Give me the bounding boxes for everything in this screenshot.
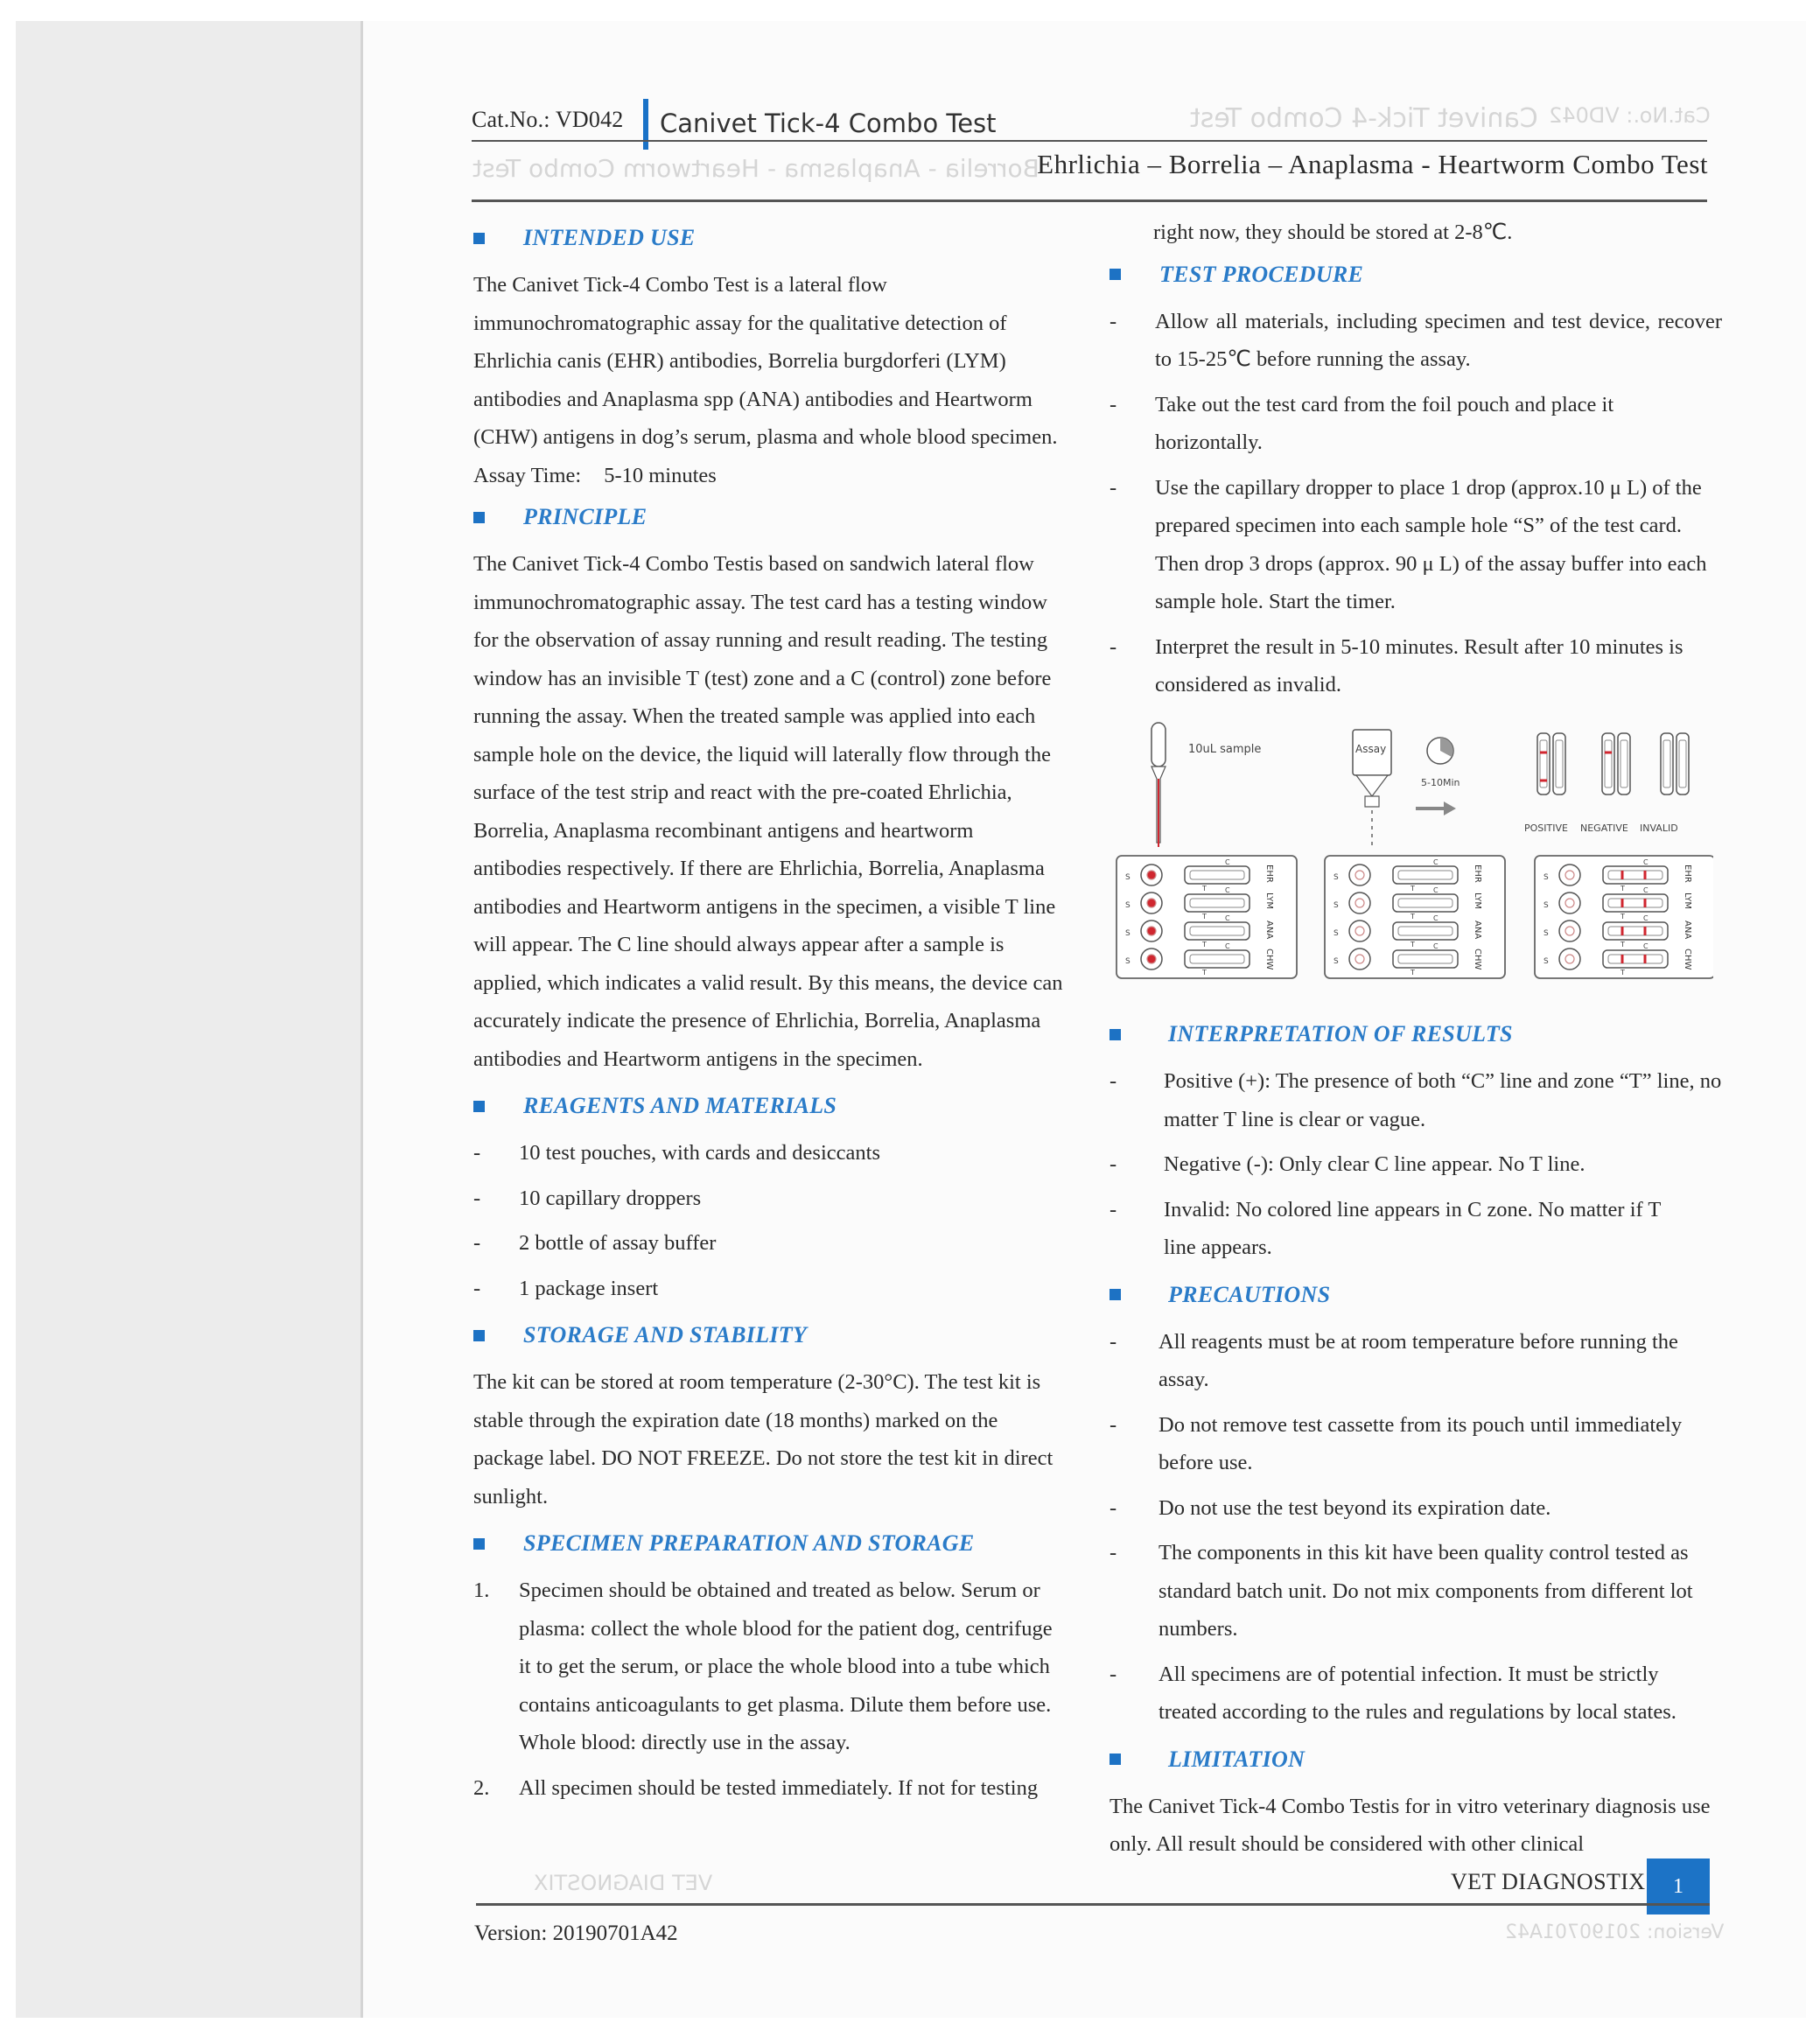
timer-label: 5-10Min xyxy=(1421,777,1460,788)
section-heading: SPECIMEN PREPARATION AND STORAGE xyxy=(523,1530,975,1556)
result-strip xyxy=(1676,733,1689,794)
sample-hole-label: S xyxy=(1544,873,1549,882)
result-label-negative: NEGATIVE xyxy=(1580,822,1628,834)
strip-label: ANA xyxy=(1683,920,1692,940)
list-item: - Do not remove test cassette from its pouch until immediately before use. xyxy=(1110,1412,1683,1474)
svg-text:T: T xyxy=(1410,941,1415,948)
sample-hole-label: S xyxy=(1125,929,1130,938)
svg-text:T: T xyxy=(1202,941,1207,948)
document-title: Canivet Tick-4 Combo Test xyxy=(660,108,997,138)
svg-text:T: T xyxy=(1410,969,1415,976)
strip-label: ANA xyxy=(1264,920,1274,940)
sample-hole-label: S xyxy=(1125,901,1130,910)
result-strip xyxy=(1618,733,1630,794)
bullet-square-icon xyxy=(473,233,485,244)
result-strip xyxy=(1553,733,1565,794)
capillary-dropper-icon xyxy=(1152,723,1166,847)
list-item: - The components in this kit have been quality control tested as standard batch unit. Do not mix components from different lot numbers. xyxy=(1110,1541,1693,1641)
result-strips xyxy=(1537,733,1689,794)
section-heading: REAGENTS AND MATERIALS xyxy=(523,1093,837,1118)
section-heading: PRINCIPLE xyxy=(523,504,648,529)
test-cards xyxy=(1116,856,1713,978)
test-card xyxy=(1116,856,1297,978)
bleed-through-subtitle: Borrelia - Anaplasma - Heartworm Combo Test xyxy=(472,154,1040,183)
svg-text:T: T xyxy=(1202,885,1207,892)
section-heading: STORAGE AND STABILITY xyxy=(523,1322,808,1348)
sample-hole-label: S xyxy=(1125,957,1130,966)
document-subtitle: Ehrlichia – Borrelia – Anaplasma - Heartworm Combo Test xyxy=(1037,149,1708,179)
result-strip xyxy=(1602,733,1614,794)
assay-time-value: 5-10 minutes xyxy=(604,463,717,487)
result-strip xyxy=(1661,733,1673,794)
svg-text:T: T xyxy=(1202,969,1207,976)
section-limitation xyxy=(1110,1737,1722,1782)
list-item: - 10 capillary droppers xyxy=(473,1186,702,1210)
sample-hole-label: S xyxy=(1334,957,1339,966)
section-precautions xyxy=(1110,1272,1722,1318)
list-item: - All reagents must be at room temperature before running the assay. xyxy=(1110,1329,1678,1391)
result-label-positive: POSITIVE xyxy=(1524,822,1568,834)
test-card xyxy=(1325,856,1505,978)
sample-label: 10uL sample xyxy=(1188,743,1262,756)
bullet-square-icon xyxy=(473,512,485,523)
footer-brand: VET DIAGNOSTIX xyxy=(1451,1869,1646,1894)
result-label-invalid: INVALID xyxy=(1640,822,1678,834)
bullet-square-icon xyxy=(473,1538,485,1550)
list-item: 1. Specimen should be obtained and treated as below. Serum or plasma: collect the whole blood for the patient dog, centrifuge it to get the serum, or place the whole blood into a tube which contains anticoagulants to get plasma. Dilute them before use. Whole blood: directly use in the assay. xyxy=(473,1578,1053,1754)
svg-text:T: T xyxy=(1620,885,1625,892)
test-card xyxy=(1535,856,1713,978)
sample-hole-label: S xyxy=(1334,929,1339,938)
svg-text:T: T xyxy=(1410,885,1415,892)
footer-rule xyxy=(476,1903,1710,1906)
svg-text:C: C xyxy=(1433,942,1438,950)
strip-label: LYM xyxy=(1473,892,1482,909)
strip-label: EHR xyxy=(1473,864,1482,883)
sample-hole-label: S xyxy=(1334,873,1339,882)
bleed-through-cat: Cat.No.: VD042 xyxy=(1549,103,1711,128)
scanner-margin xyxy=(16,21,362,2018)
svg-text:C: C xyxy=(1225,858,1230,866)
header-rule-bottom xyxy=(472,200,1707,202)
section-intended-use xyxy=(473,215,1067,261)
section-heading: LIMITATION xyxy=(1168,1746,1306,1772)
sample-hole-label: S xyxy=(1125,873,1130,882)
page-number: 1 xyxy=(1647,1858,1710,1914)
sample-hole-label: S xyxy=(1544,929,1549,938)
assay-time xyxy=(473,457,1067,495)
svg-text:C: C xyxy=(1433,858,1438,866)
bullet-square-icon xyxy=(1110,1029,1121,1040)
svg-text:C: C xyxy=(1433,914,1438,922)
principle-text: The Canivet Tick-4 Combo Testis based on sandwich lateral flow immunochromatographic assay. The test card has a testing window for the observation of assay running and result reading. The testing window has an invisible T (test) zone and a C (control) zone before running the assay. When the treated sample was applied into each sample hole on the device, the liquid will laterally flow through the surface of the test strip and react with the pre-coated Ehrlichia, Borrelia, Anaplasma recombinant antigens and heartworm antibodies respectively. If there are Ehrlichia, Borrelia, Anaplasma antibodies and Heartworm antigens in the specimen, a visible T line will appear. The C line should always appear after a sample is applied, which indicates a valid result. By this means, the device can accurately indicate the presence of Ehrlichia, Borrelia, Anaplasma antibodies and Heartworm antigens in the specimen. xyxy=(473,552,1063,1071)
list-item: 2. All specimen should be tested immediately. If not for testing xyxy=(473,1775,1039,1800)
strip-label: CHW xyxy=(1264,948,1274,970)
svg-text:C: C xyxy=(1643,942,1648,950)
strip-label: LYM xyxy=(1683,892,1692,909)
bullet-square-icon xyxy=(473,1101,485,1112)
section-test-procedure xyxy=(1110,252,1722,298)
bottle-label: Assay xyxy=(1355,743,1387,755)
section-storage xyxy=(473,1312,1067,1358)
bullet-square-icon xyxy=(1110,1754,1121,1765)
list-item: - Allow all materials, including specimen and test device, recover to 15-25℃ before running the assay. xyxy=(1110,309,1722,371)
result-strip xyxy=(1537,733,1550,794)
storage-text: The kit can be stored at room temperature (2-30°C). The test kit is stable through the expiration date (18 months) marked on the package label. DO NOT FREEZE. Do not store the test kit in direct sunlight. xyxy=(473,1370,1054,1508)
list-item: - Do not use the test beyond its expiration date. xyxy=(1110,1495,1551,1520)
limitation-text: The Canivet Tick-4 Combo Testis for in vitro veterinary diagnosis use only. All result should be considered with other clinical xyxy=(1110,1794,1711,1856)
strip-label: EHR xyxy=(1683,864,1692,883)
catalog-number: Cat.No.: VD042 xyxy=(472,107,624,132)
list-item: - 1 package insert xyxy=(473,1276,659,1300)
sample-hole-label: S xyxy=(1544,957,1549,966)
right-column xyxy=(1110,214,1722,704)
strip-label: CHW xyxy=(1473,948,1482,970)
strip-label: LYM xyxy=(1264,892,1274,909)
bleed-through-footer: VET DIAGNOSTIX xyxy=(534,1871,713,1895)
list-item: - Invalid: No colored line appears in C zone. No matter if T line appears. xyxy=(1110,1197,1661,1259)
bullet-square-icon xyxy=(1110,1289,1121,1300)
svg-text:T: T xyxy=(1202,913,1207,920)
svg-text:T: T xyxy=(1620,941,1625,948)
strip-label: CHW xyxy=(1683,948,1692,970)
right-column-lower xyxy=(1110,1012,1722,1864)
strip-label: ANA xyxy=(1473,920,1482,940)
strip-label: EHR xyxy=(1264,864,1274,883)
list-item: - Negative (-): Only clear C line appear. No T line. xyxy=(1110,1152,1586,1176)
svg-text:C: C xyxy=(1225,942,1230,950)
list-item: - 2 bottle of assay buffer xyxy=(473,1231,717,1255)
header-accent-bar xyxy=(643,99,648,150)
header-rule xyxy=(472,140,1707,142)
svg-text:C: C xyxy=(1643,858,1648,866)
list-item: - 10 test pouches, with cards and desiccants xyxy=(473,1141,880,1165)
sample-hole-label: S xyxy=(1544,901,1549,910)
section-principle xyxy=(473,494,1067,540)
list-item: - Take out the test card from the foil pouch and place it horizontally. xyxy=(1110,392,1614,454)
section-heading: TEST PROCEDURE xyxy=(1159,261,1364,287)
section-heading: PRECAUTIONS xyxy=(1168,1281,1331,1307)
version-number: Version: 20190701A42 xyxy=(474,1922,678,1945)
svg-text:C: C xyxy=(1225,886,1230,894)
section-reagents xyxy=(473,1083,1067,1129)
list-item: - Interpret the result in 5-10 minutes. Result after 10 minutes is considered as invalid. xyxy=(1110,634,1684,696)
svg-text:C: C xyxy=(1643,914,1648,922)
section-specimen xyxy=(473,1521,1067,1566)
svg-text:C: C xyxy=(1225,914,1230,922)
assay-time-label: Assay Time: xyxy=(473,463,582,487)
list-item: - Positive (+): The presence of both “C” line and zone “T” line, no matter T line is clear or vague. xyxy=(1110,1069,1722,1131)
left-column xyxy=(473,215,1067,1807)
section-heading: INTERPRETATION OF RESULTS xyxy=(1168,1021,1513,1046)
list-item: - Use the capillary dropper to place 1 drop (approx.10 μ L) of the prepared specimen into each sample hole “S” of the test card. Then drop 3 drops (approx. 90 μ L) of the assay buffer into each sample hole. Start the timer. xyxy=(1110,475,1707,613)
bleed-through-title: Canivet Tick-4 Combo Test xyxy=(1190,103,1538,134)
sample-hole-label: S xyxy=(1334,901,1339,910)
svg-text:T: T xyxy=(1410,913,1415,920)
bullet-square-icon xyxy=(473,1330,485,1341)
svg-text:T: T xyxy=(1620,913,1625,920)
intended-use-text: The Canivet Tick-4 Combo Test is a lateral flow immunochromatographic assay for the qualitative detection of Ehrlichia canis (EHR) antibodies, Borrelia burgdorferi (LYM) antibodies and Anaplasma spp (ANA) antibodies and Heartworm (CHW) antigens in dog’s serum, plasma and whole blood specimen. xyxy=(473,273,1058,449)
storage-continuation: right now, they should be stored at 2-8℃. xyxy=(1153,220,1513,244)
svg-text:C: C xyxy=(1433,886,1438,894)
bleed-through-version: Version: 20190701A42 xyxy=(1505,1922,1725,1943)
bullet-square-icon xyxy=(1110,269,1121,280)
svg-text:T: T xyxy=(1620,969,1625,976)
section-interpretation xyxy=(1110,1012,1722,1057)
svg-text:C: C xyxy=(1643,886,1648,894)
procedure-diagram xyxy=(1110,716,1713,987)
section-heading: INTENDED USE xyxy=(523,225,696,250)
list-item: - All specimens are of potential infection. It must be strictly treated according to the rules and regulations by local states. xyxy=(1110,1662,1676,1724)
